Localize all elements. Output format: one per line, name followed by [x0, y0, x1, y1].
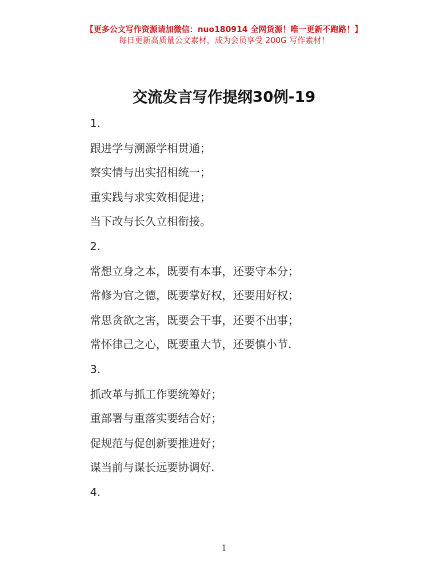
banner-line-1: 【更多公文写作资源请加微信：nuo180914 全网货源！唯一更新不跑路！】	[85, 25, 363, 34]
outline-line: 常想立身之本，既要有本事，还要守本分；	[90, 264, 299, 278]
outline-line: 谋当前与谋长远要协调好.	[90, 461, 215, 475]
page-title: 交流发言写作提纲30例-19	[132, 88, 316, 106]
page-number: 1	[221, 544, 227, 553]
outline-line: 抓改革与抓工作要统筹好；	[90, 387, 222, 401]
outline-line: 促规范与促创新要推进好；	[90, 436, 222, 450]
outline-line: 重部署与重落实要结合好；	[90, 412, 222, 426]
document-body	[90, 117, 420, 511]
section-number: 3.	[90, 362, 101, 376]
outline-line: 常修为官之德，既要掌好权，还要用好权；	[90, 289, 299, 303]
outline-line: 察实情与出实招相统一；	[90, 166, 211, 180]
section-number: 2.	[90, 239, 101, 253]
outline-line: 当下改与长久立相衔接。	[90, 215, 211, 229]
outline-line: 跟进学与溯源学相贯通；	[90, 141, 211, 155]
banner-line-2: 每日更新高质量公文素材，成为会员享受 200G 写作素材！	[118, 36, 330, 45]
outline-line: 常怀律己之心，既要重大节，还要慎小节.	[90, 338, 292, 352]
section-number: 4.	[90, 485, 101, 499]
outline-line: 重实践与求实效相促进；	[90, 190, 211, 204]
header-banner	[0, 24, 448, 46]
section-number: 1.	[90, 117, 101, 130]
outline-line: 常思贪欲之害，既要会干事，还要不出事；	[90, 313, 299, 327]
